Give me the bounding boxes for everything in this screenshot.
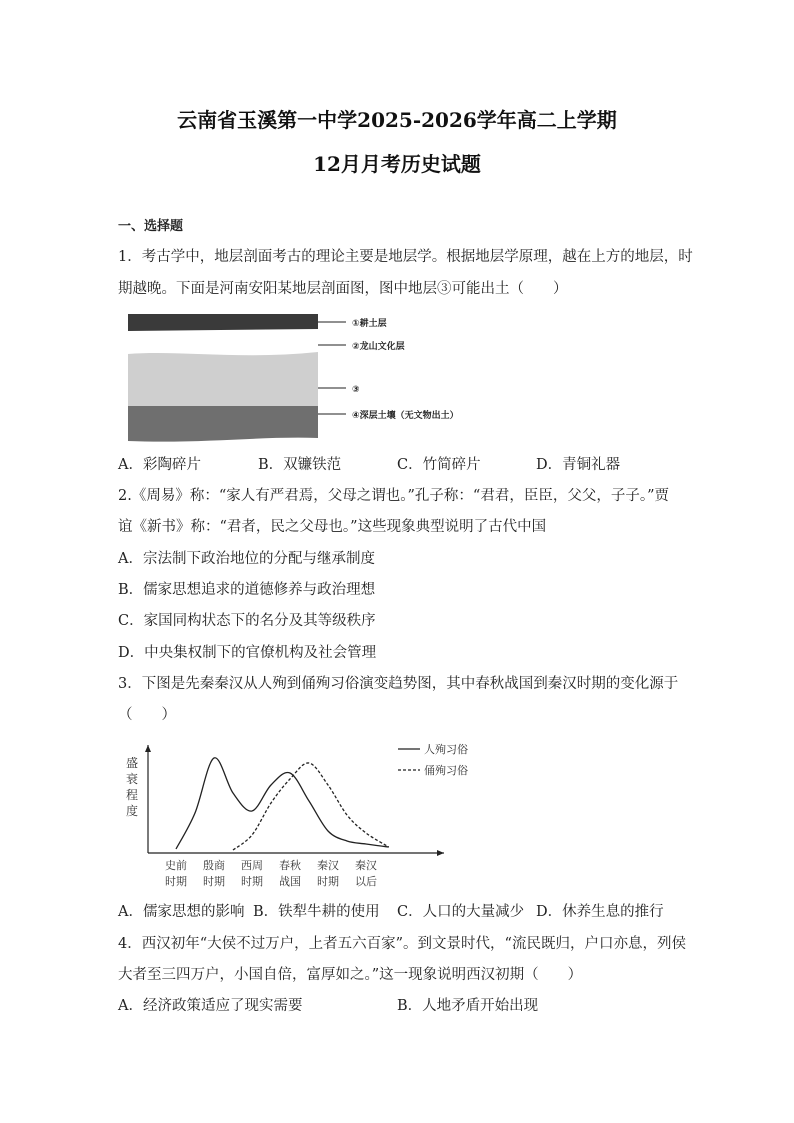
y-axis-label-char: 衰 [125, 772, 139, 786]
layer4-label: ④深层土壤（无文物出土） [352, 411, 459, 421]
layer4-band [128, 406, 318, 442]
q2-option-b[interactable]: B．儒家思想追求的道德修养与政治理想 [118, 582, 376, 598]
q1-option-a[interactable]: A．彩陶碎片 [118, 457, 201, 473]
q4-stem-line2: 大者至三四万户，小国自倍，富厚如之。”这一现象说明西汉初期（ ） [118, 967, 583, 983]
q1-stem-line1: 1．考古学中，地层剖面考古的理论主要是地层学。根据地层学原理，越在上方的地层，时 [118, 249, 693, 265]
q2-stem-line1: 2.《周易》称：“家人有严君焉，父母之谓也。”孔子称：“君君，臣臣，父父，子子。”贾 [118, 488, 669, 504]
q1-option-d[interactable]: D．青铜礼器 [536, 457, 621, 473]
q3-option-c[interactable]: C．人口的大量减少 [397, 904, 525, 920]
x-tick-label: 以后 [355, 875, 377, 888]
q3-option-a[interactable]: A．儒家思想的影响 [118, 904, 245, 920]
exam-title-line1: 云南省玉溪第一中学2025-2026学年高二上学期 [177, 108, 617, 132]
x-axis-arrow [437, 850, 444, 856]
y-axis-arrow [145, 745, 151, 752]
q2-option-c[interactable]: C．家国同构状态下的名分及其等级秩序 [118, 613, 376, 629]
y-axis-label-char: 度 [125, 804, 139, 818]
x-tick-label: 西周 [241, 859, 263, 872]
q3-stem-line2: （ ） [118, 707, 176, 723]
x-tick-label: 殷商 [203, 859, 225, 872]
q1-option-b[interactable]: B．双镰铁范 [258, 457, 342, 473]
q2-option-d[interactable]: D．中央集权制下的官僚机构及社会管理 [118, 645, 377, 661]
layer2-label: ②龙山文化层 [352, 342, 405, 352]
x-tick-label: 时期 [317, 875, 339, 888]
exam-title-line2: 12月月考历史试题 [313, 152, 481, 176]
layer2-band [128, 329, 318, 354]
x-tick-label: 秦汉 [317, 859, 339, 872]
x-tick-label: 时期 [165, 875, 187, 888]
q3-stem-line1: 3．下图是先秦秦汉从人殉到俑殉习俗演变趋势图，其中春秋战国到秦汉时期的变化源于 [118, 676, 679, 692]
q4-option-b[interactable]: B．人地矛盾开始出现 [397, 998, 539, 1014]
legend-label-1: 人殉习俗 [424, 743, 468, 756]
x-tick-label: 时期 [203, 875, 225, 888]
q1-option-c[interactable]: C．竹简碎片 [397, 457, 481, 473]
q1-stem-line2: 期越晚。下面是河南安阳某地层剖面图，图中地层③可能出土（ ） [118, 281, 568, 297]
layer3-band [128, 352, 318, 406]
x-tick-label: 史前 [165, 859, 187, 872]
q3-option-d[interactable]: D．休养生息的推行 [536, 904, 664, 920]
q3-option-b[interactable]: B．铁犁牛耕的使用 [253, 904, 380, 920]
layer1-band [128, 314, 318, 331]
stratigraphy-figure [120, 310, 480, 450]
x-tick-label: 春秋 [279, 859, 301, 872]
legend-label-2: 俑殉习俗 [424, 764, 468, 777]
section-heading: 一、选择题 [118, 219, 184, 234]
q2-option-a[interactable]: A．宗法制下政治地位的分配与继承制度 [118, 551, 375, 567]
q4-option-a[interactable]: A．经济政策适应了现实需要 [118, 998, 303, 1014]
x-tick-label: 时期 [241, 875, 263, 888]
x-tick-label: 秦汉 [355, 859, 377, 872]
y-axis-label-char: 程 [125, 788, 139, 802]
custom-trend-chart [118, 735, 468, 895]
q4-stem-line1: 4．西汉初年“大侯不过万户，上者五六百家”。到文景时代，“流民既归，户口亦息，列侯 [118, 936, 686, 952]
layer3-label: ③ [352, 385, 360, 395]
x-tick-label: 战国 [279, 875, 301, 888]
layer1-label: ①耕土层 [352, 319, 387, 329]
y-axis-label-char: 盛 [125, 756, 139, 770]
series-line-1 [176, 758, 389, 849]
q2-stem-line2: 谊《新书》称：“君者，民之父母也。”这些现象典型说明了古代中国 [118, 519, 547, 535]
